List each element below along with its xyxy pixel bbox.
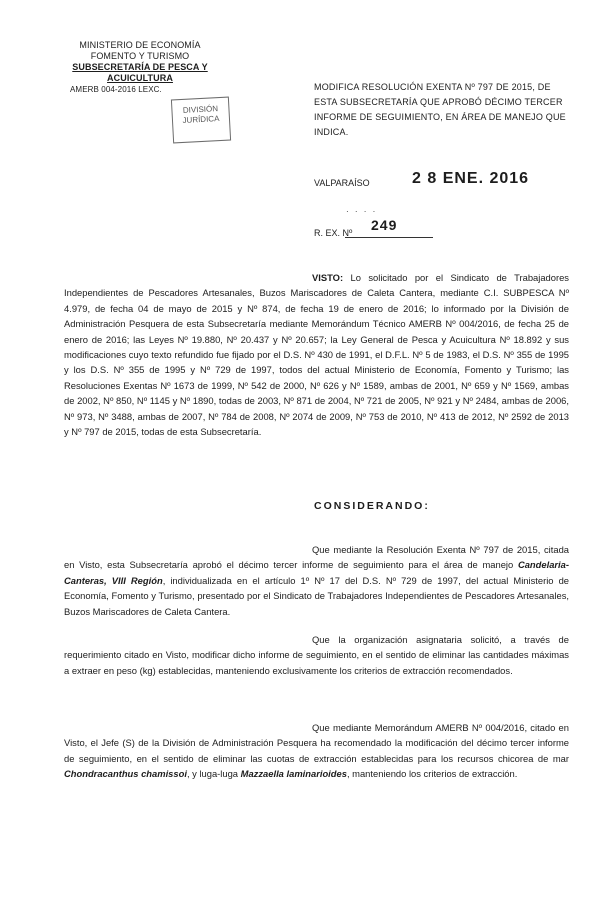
visto-label: VISTO: xyxy=(312,272,344,283)
resolution-subject: MODIFICA RESOLUCIÓN EXENTA Nº 797 DE 2015, DE ESTA SUBSECRETARÍA QUE APROBÓ DÉCIMO TERCER INFORME DE SEGUIMIENTO, EN ÁREA DE MANEJO QUE INDICA. xyxy=(314,82,566,137)
place-label: VALPARAÍSO xyxy=(314,178,370,188)
stamp-line-2: JURÍDICA xyxy=(182,114,220,125)
letterhead-reference: AMERB 004-2016 LEXC. xyxy=(70,85,162,94)
rex-label: R. EX. Nº xyxy=(314,228,353,238)
letterhead-subsecretariat: SUBSECRETARÍA DE PESCA Y ACUICULTURA xyxy=(72,62,208,83)
considerando-heading: CONSIDERANDO: xyxy=(314,500,430,512)
p3-species-1: Chondracanthus chamissoi xyxy=(64,768,187,780)
resolution-number: 249 xyxy=(371,217,398,233)
considerando-paragraph-2 xyxy=(64,632,569,678)
p1-text-b: , individualizada en el artículo 1º Nº 17 del D.S. Nº 729 de 1997, del actual Ministerio de Economía, Fomento y Turismo, presentado por el Sindicato de Trabajadores Independientes de Pescadores Artesanales, Buzos Mariscadores de Caleta Cantera. xyxy=(64,574,569,617)
p3-text-b: , y luga-luga xyxy=(186,768,241,780)
considerando-paragraph-3 xyxy=(64,720,569,782)
p2-text: Que la organización asignataria solicitó, a través de requerimiento citado en Visto, modificar dicho informe de seguimiento, en el sentido de eliminar las cantidades máximas a extraer en peso (kg) establecidas, manteniendo exclusivamente los criterios de extracción recomendados. xyxy=(64,634,569,676)
number-dots: · · · · xyxy=(346,207,378,216)
p1-area-name: Candelaria-Canteras, VIII Región xyxy=(64,559,569,586)
resolution-date: 2 8 ENE. 2016 xyxy=(412,170,530,187)
stamp-line-1: DIVISIÓN xyxy=(182,104,219,115)
rex-underline xyxy=(345,237,433,238)
letterhead xyxy=(40,40,240,95)
letterhead-ministry-sub: FOMENTO Y TURISMO xyxy=(90,51,190,61)
p3-text-a: Que mediante Memorándum AMERB Nº 004/2016, citado en Visto, el Jefe (S) de la División de Administración Pesquera ha recomendado la modificación del décimo tercer informe de seguimiento, en el sentido de eliminar las cuotas de extracción establecidas para los recursos chicorea de mar xyxy=(64,722,569,764)
letterhead-ministry: MINISTERIO DE ECONOMÍA xyxy=(79,40,201,50)
p3-species-2: Mazzaella laminarioides xyxy=(240,768,347,780)
p1-text-a: Que mediante la Resolución Exenta Nº 797 de 2015, citada en Visto, esta Subsecretaría aprobó el décimo tercer informe de seguimiento para el área de manejo xyxy=(64,544,569,571)
considerando-paragraph-1 xyxy=(64,542,569,619)
visto-text: Lo solicitado por el Sindicato de Trabajadores Independientes de Pescadores Artesanales, Buzos Mariscadores de Caleta Cantera, mediante C.I. SUBPESCA Nº 4.979, de fecha 04 de mayo de 2015 y Nº 874, de fecha 19 de enero de 2016; lo informado por la División de Administración Pesquera de esta Subsecretaría mediante Memorándum Técnico AMERB Nº 004/2016, de fecha 25 de enero de 2016; las Leyes Nº 19.880, Nº 20.437 y Nº 20.657; la Ley General de Pesca y Acuicultura Nº 18.892 y sus modificaciones cuyo texto refundido fue fijado por el D.S. Nº 430 de 1991, el D.F.L. Nº 5 de 1983, el D.S. Nº 355 de 1995 y los D.S. Nº 355 de 1995 y Nº 729 de 1997, todos del actual Ministerio de Economía, Fomento y Turismo; las Resoluciones Exentas Nº 1673 de 1999, Nº 542 de 2000, Nº 626 y Nº 1589, ambas de 2001, Nº 659 y Nº 1569, ambas de 2002, Nº 850, Nº 1145 y Nº 1890, todas de 2003, Nº 871 de 2004, Nº 721 de 2005, Nº 921 y Nº 2484, ambas de 2006, Nº 973, Nº 3488, ambas de 2007, Nº 784 de 2008, Nº 2074 de 2009, Nº 753 de 2010, Nº 413 de 2012, Nº 2592 de 2013 y Nº 797 de 2015, todas de esta Subsecretaría. xyxy=(64,272,569,438)
division-stamp xyxy=(171,97,231,144)
p3-text-c: , manteniendo los criterios de extracción. xyxy=(346,768,518,780)
visto-paragraph xyxy=(64,270,569,439)
